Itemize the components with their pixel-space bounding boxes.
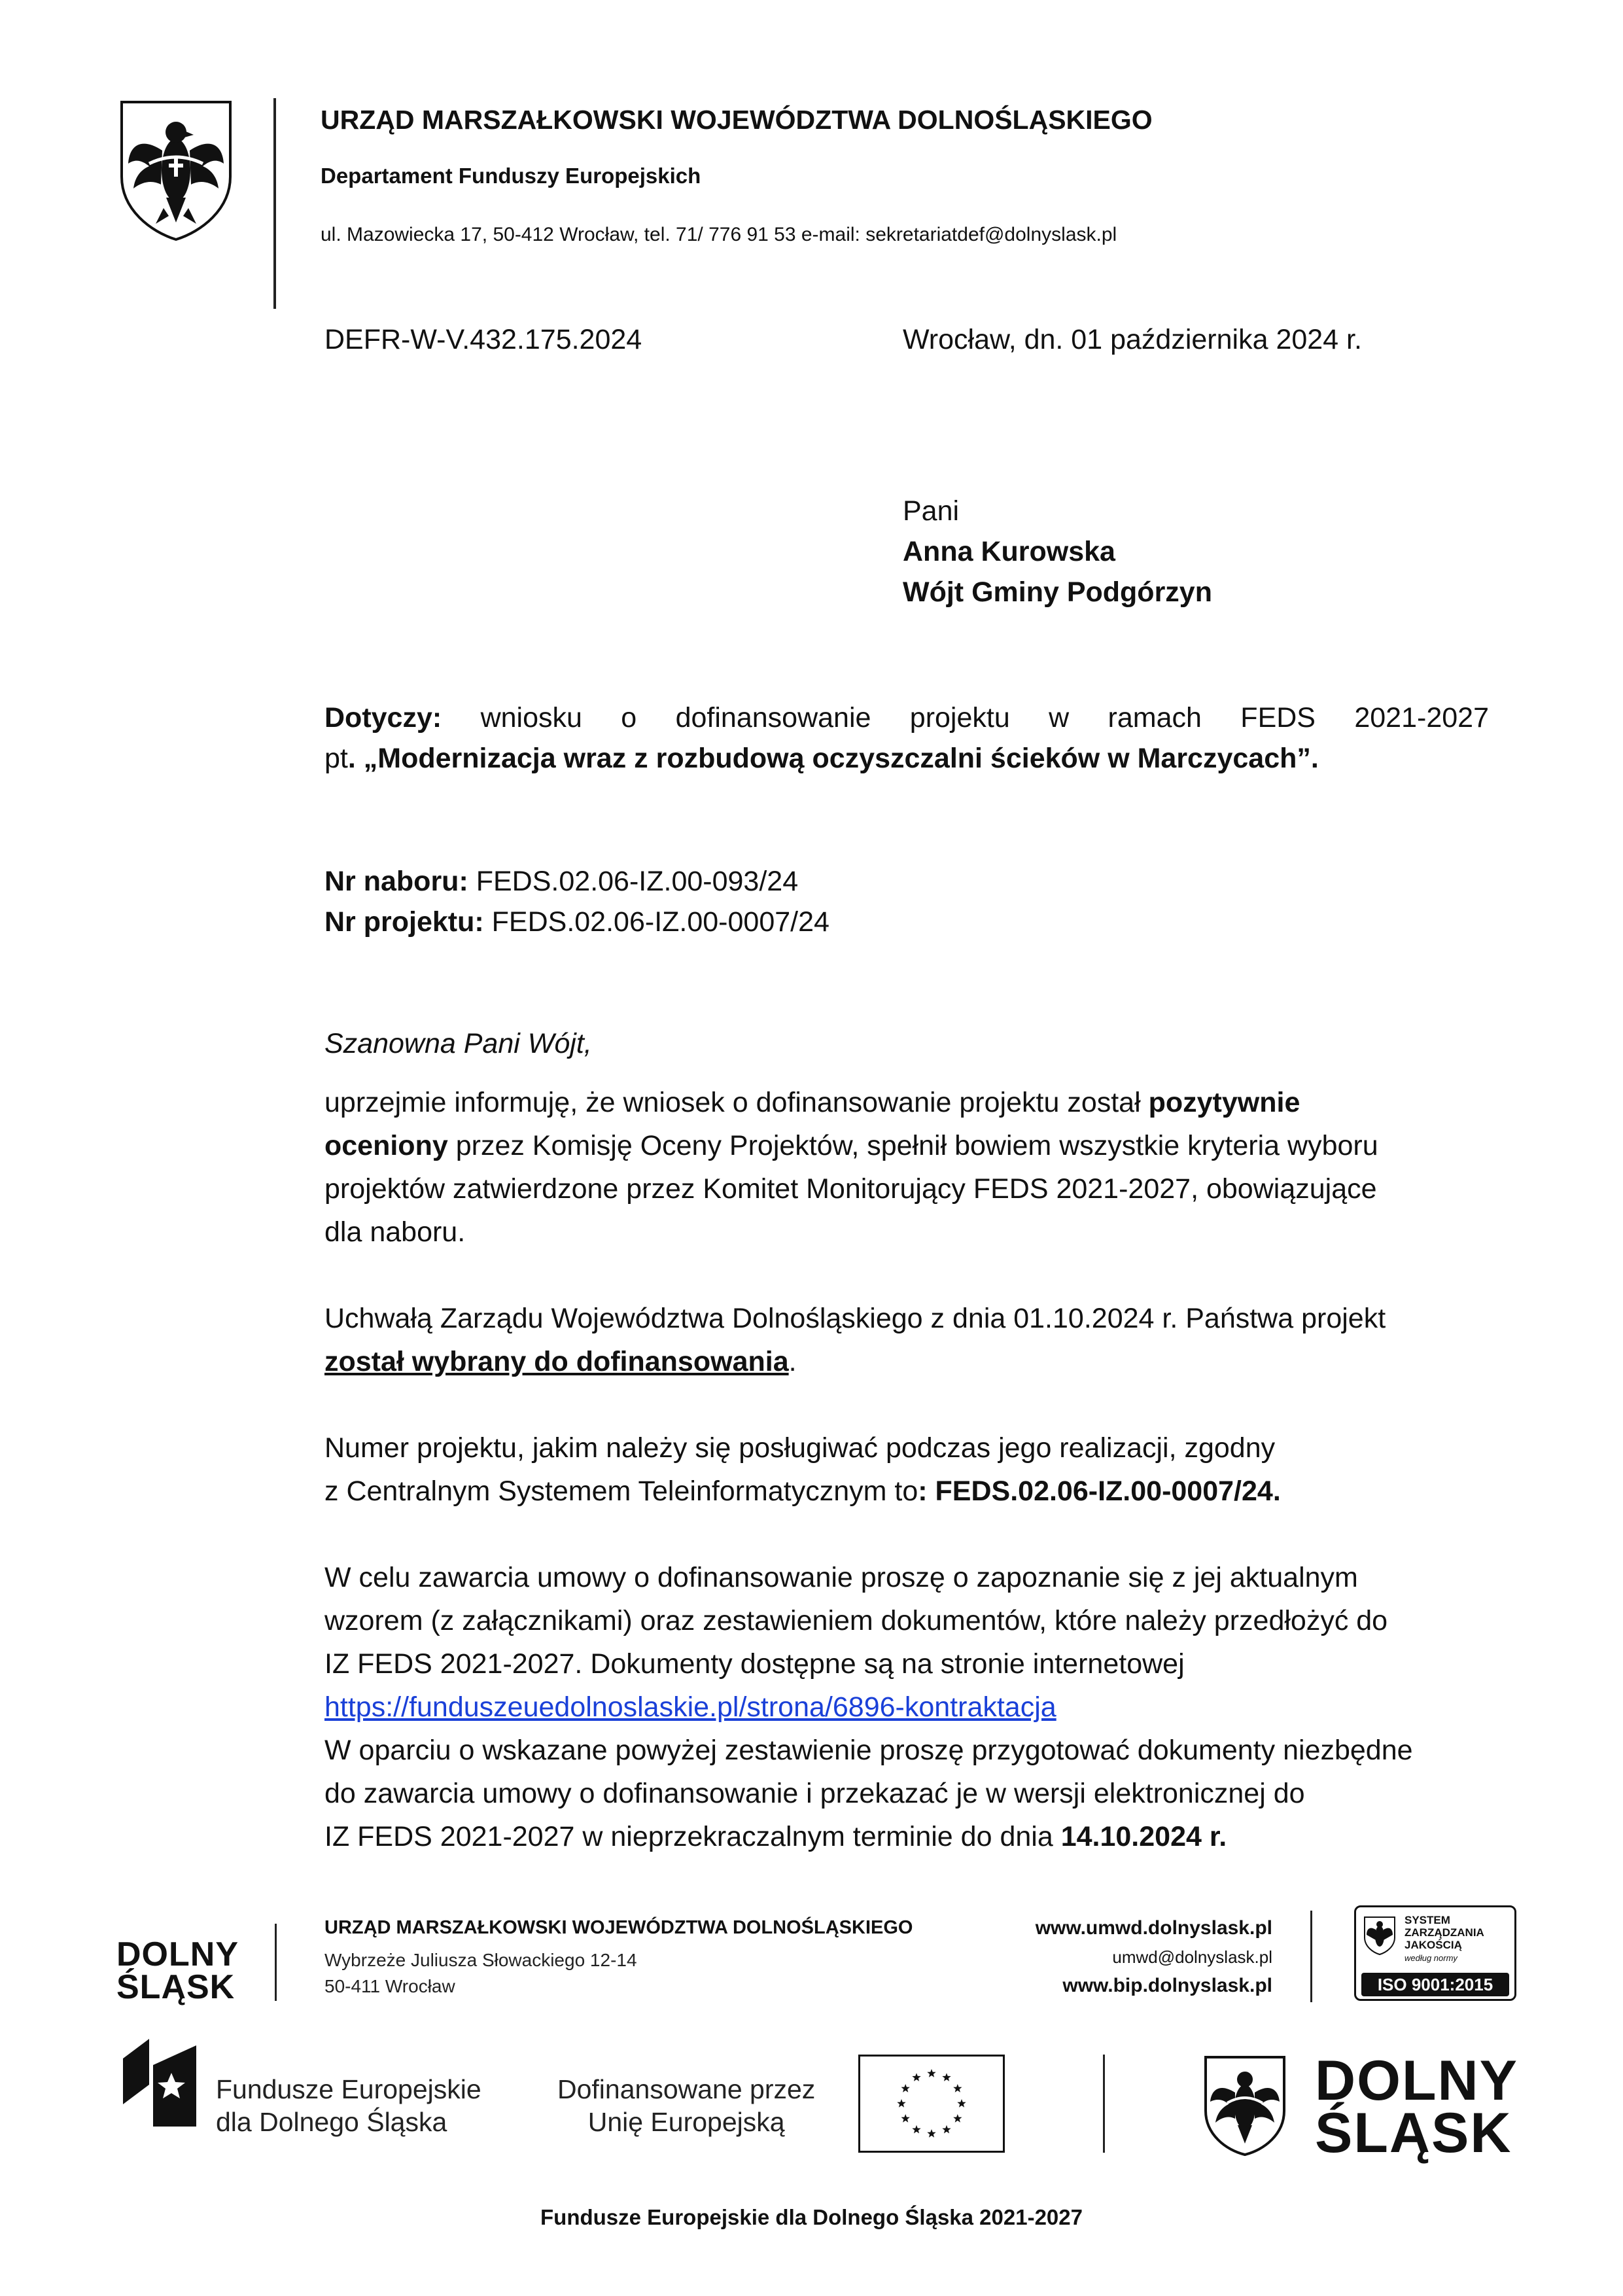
footer-bip[interactable]: www.bip.dolnyslask.pl <box>1062 1975 1272 1996</box>
eu-star <box>927 2069 935 2077</box>
p2-period: . <box>788 1346 797 1377</box>
letter-date: Wrocław, dn. 01 października 2024 r. <box>903 324 1362 355</box>
program-name: Fundusze Europejskie dla Dolnego Śląska 2021-2027 <box>540 2205 1083 2229</box>
eu-star <box>901 2084 910 2093</box>
greeting: Szanowna Pani Wójt, <box>324 1028 592 1059</box>
recipient-salutation: Pani <box>903 495 960 527</box>
footer-email[interactable]: umwd@dolnyslask.pl <box>1112 1947 1272 1967</box>
p3-project-number: : FEDS.02.06-IZ.00-0007/24. <box>918 1475 1281 1507</box>
eu-flag <box>858 2055 1005 2153</box>
iso-standard: ISO 9001:2015 <box>1361 1973 1509 1996</box>
header-address: ul. Mazowiecka 17, 50-412 Wrocław, tel. 71/ 776 91 53 e-mail: sekretariatdef@dolnyslask.pl <box>321 224 1117 245</box>
eu-star <box>897 2099 905 2108</box>
paragraph-4-line-1: W celu zawarcia umowy o dofinansowanie proszę o zapoznanie się z jej aktualnym <box>324 1562 1358 1593</box>
call-number-value: FEDS.02.06-IZ.00-093/24 <box>476 866 799 897</box>
paragraph-4-line-5: W oparciu o wskazane powyżej zestawienie proszę przygotować dokumenty niezbędne <box>324 1735 1413 1766</box>
header-department: Departament Funduszy Europejskich <box>321 164 701 188</box>
eu-star <box>942 2125 951 2134</box>
p1-text: uprzejmie informuję, że wniosek o dofinansowanie projektu został <box>324 1087 1149 1118</box>
subject-title: . „Modernizacja wraz z rozbudową oczyszczalni ścieków w Marczycach”. <box>347 743 1319 774</box>
paragraph-4-line-6: do zawarcia umowy o dofinansowanie i przekazać je w wersji elektronicznej do <box>324 1778 1305 1809</box>
european-funds-text: Fundusze Europejskie dla Dolnego Śląska <box>216 2074 481 2137</box>
eu-stars-icon <box>860 2057 1003 2151</box>
p4-deadline-text: IZ FEDS 2021-2027 w nieprzekraczalnym terminie do dnia <box>324 1821 1061 1852</box>
iso-crest-icon <box>1363 1915 1397 1956</box>
deadline-date: 14.10.2024 r. <box>1060 1821 1227 1852</box>
recipient-name: Anna Kurowska <box>903 536 1115 567</box>
dolny-slask-large-logo: DOLNY ŚLĄSK <box>1315 2049 1518 2164</box>
header-divider <box>273 98 276 309</box>
european-funds-logo-icon <box>123 2039 196 2127</box>
subject-text: wniosku o dofinansowanie projektu w ramach FEDS 2021-2027 <box>480 702 1489 733</box>
iso-certificate-badge <box>1354 1905 1516 2001</box>
footer-divider-2 <box>1310 1911 1312 2002</box>
eu-star <box>953 2114 962 2123</box>
paragraph-2-line-1: Uchwałą Zarządu Województwa Dolnośląskiego z dnia 01.10.2024 r. Państwa projekt <box>324 1303 1386 1334</box>
eu-star <box>957 2099 966 2108</box>
recipient-title: Wójt Gminy Podgórzyn <box>903 576 1212 608</box>
footer-city: 50-411 Wrocław <box>324 1976 455 1996</box>
header-organization: URZĄD MARSZAŁKOWSKI WOJEWÓDZTWA DOLNOŚLĄSKIEGO <box>321 105 1153 135</box>
paragraph-1-line-3: projektów zatwierdzone przez Komitet Monitorujący FEDS 2021-2027, obowiązujące <box>324 1173 1377 1205</box>
iso-subtitle: według normy <box>1405 1953 1457 1963</box>
selected-for-funding: został wybrany do dofinansowania <box>324 1346 789 1377</box>
call-number-label: Nr naboru: <box>324 866 468 897</box>
footer-website[interactable]: www.umwd.dolnyslask.pl <box>1035 1917 1272 1939</box>
eu-star <box>901 2114 910 2123</box>
p1-text-2: przez Komisję Oceny Projektów, spełnił bowiem wszystkie kryteria wyboru <box>447 1130 1378 1161</box>
paragraph-3-line-2 <box>324 1470 1281 1513</box>
subject-label: Dotyczy: <box>324 702 442 733</box>
project-number-label: Nr projektu: <box>324 906 484 938</box>
subject-title-prefix: pt <box>324 743 348 774</box>
eu-star <box>942 2073 951 2081</box>
eu-star <box>953 2084 962 2093</box>
contracting-link[interactable]: https://funduszeuedolnoslaskie.pl/strona/6896-kontraktacja <box>324 1691 1056 1723</box>
project-number <box>324 900 829 944</box>
p1-bold-rated: oceniony <box>324 1130 448 1161</box>
iso-title: SYSTEM ZARZĄDZANIA JAKOŚCIĄ <box>1405 1914 1484 1951</box>
eu-star <box>912 2073 920 2081</box>
footer-street: Wybrzeże Juliusza Słowackiego 12-14 <box>324 1950 637 1970</box>
subject-title-line <box>324 737 1319 780</box>
paragraph-1-line-2 <box>324 1124 1378 1167</box>
paragraph-3-line-1: Numer projektu, jakim należy się posługiwać podczas jego realizacji, zgodny <box>324 1432 1276 1464</box>
paragraph-1-line-4: dla naboru. <box>324 1216 466 1248</box>
project-number-value: FEDS.02.06-IZ.00-0007/24 <box>491 906 829 938</box>
paragraph-2-line-2 <box>324 1340 797 1383</box>
footer-divider-3 <box>1103 2055 1105 2153</box>
eu-star <box>927 2129 935 2138</box>
coat-of-arms-icon <box>116 98 236 242</box>
paragraph-4-line-2: wzorem (z załącznikami) oraz zestawieniem dokumentów, które należy przedłożyć do <box>324 1605 1388 1636</box>
p1-bold-positive: pozytywnie <box>1148 1087 1300 1118</box>
footer-divider-1 <box>275 1924 277 2001</box>
paragraph-4-line-7 <box>324 1815 1227 1858</box>
footer-organization: URZĄD MARSZAŁKOWSKI WOJEWÓDZTWA DOLNOŚLĄSKIEGO <box>324 1917 913 1938</box>
eu-star <box>912 2125 920 2134</box>
region-crest-icon <box>1202 2055 1287 2157</box>
eu-cofinanced-text: Dofinansowane przez Unię Europejską <box>557 2074 816 2137</box>
dolny-slask-logo: DOLNY ŚLĄSK <box>116 1935 239 2006</box>
p3-text: z Centralnym Systemem Teleinformatycznym to <box>324 1475 918 1507</box>
reference-number: DEFR-W-V.432.175.2024 <box>324 324 642 355</box>
subject-line <box>324 696 1489 739</box>
call-number <box>324 860 798 903</box>
paragraph-1-line-1 <box>324 1081 1300 1124</box>
paragraph-4-line-3: IZ FEDS 2021-2027. Dokumenty dostępne są na stronie internetowej <box>324 1648 1185 1680</box>
